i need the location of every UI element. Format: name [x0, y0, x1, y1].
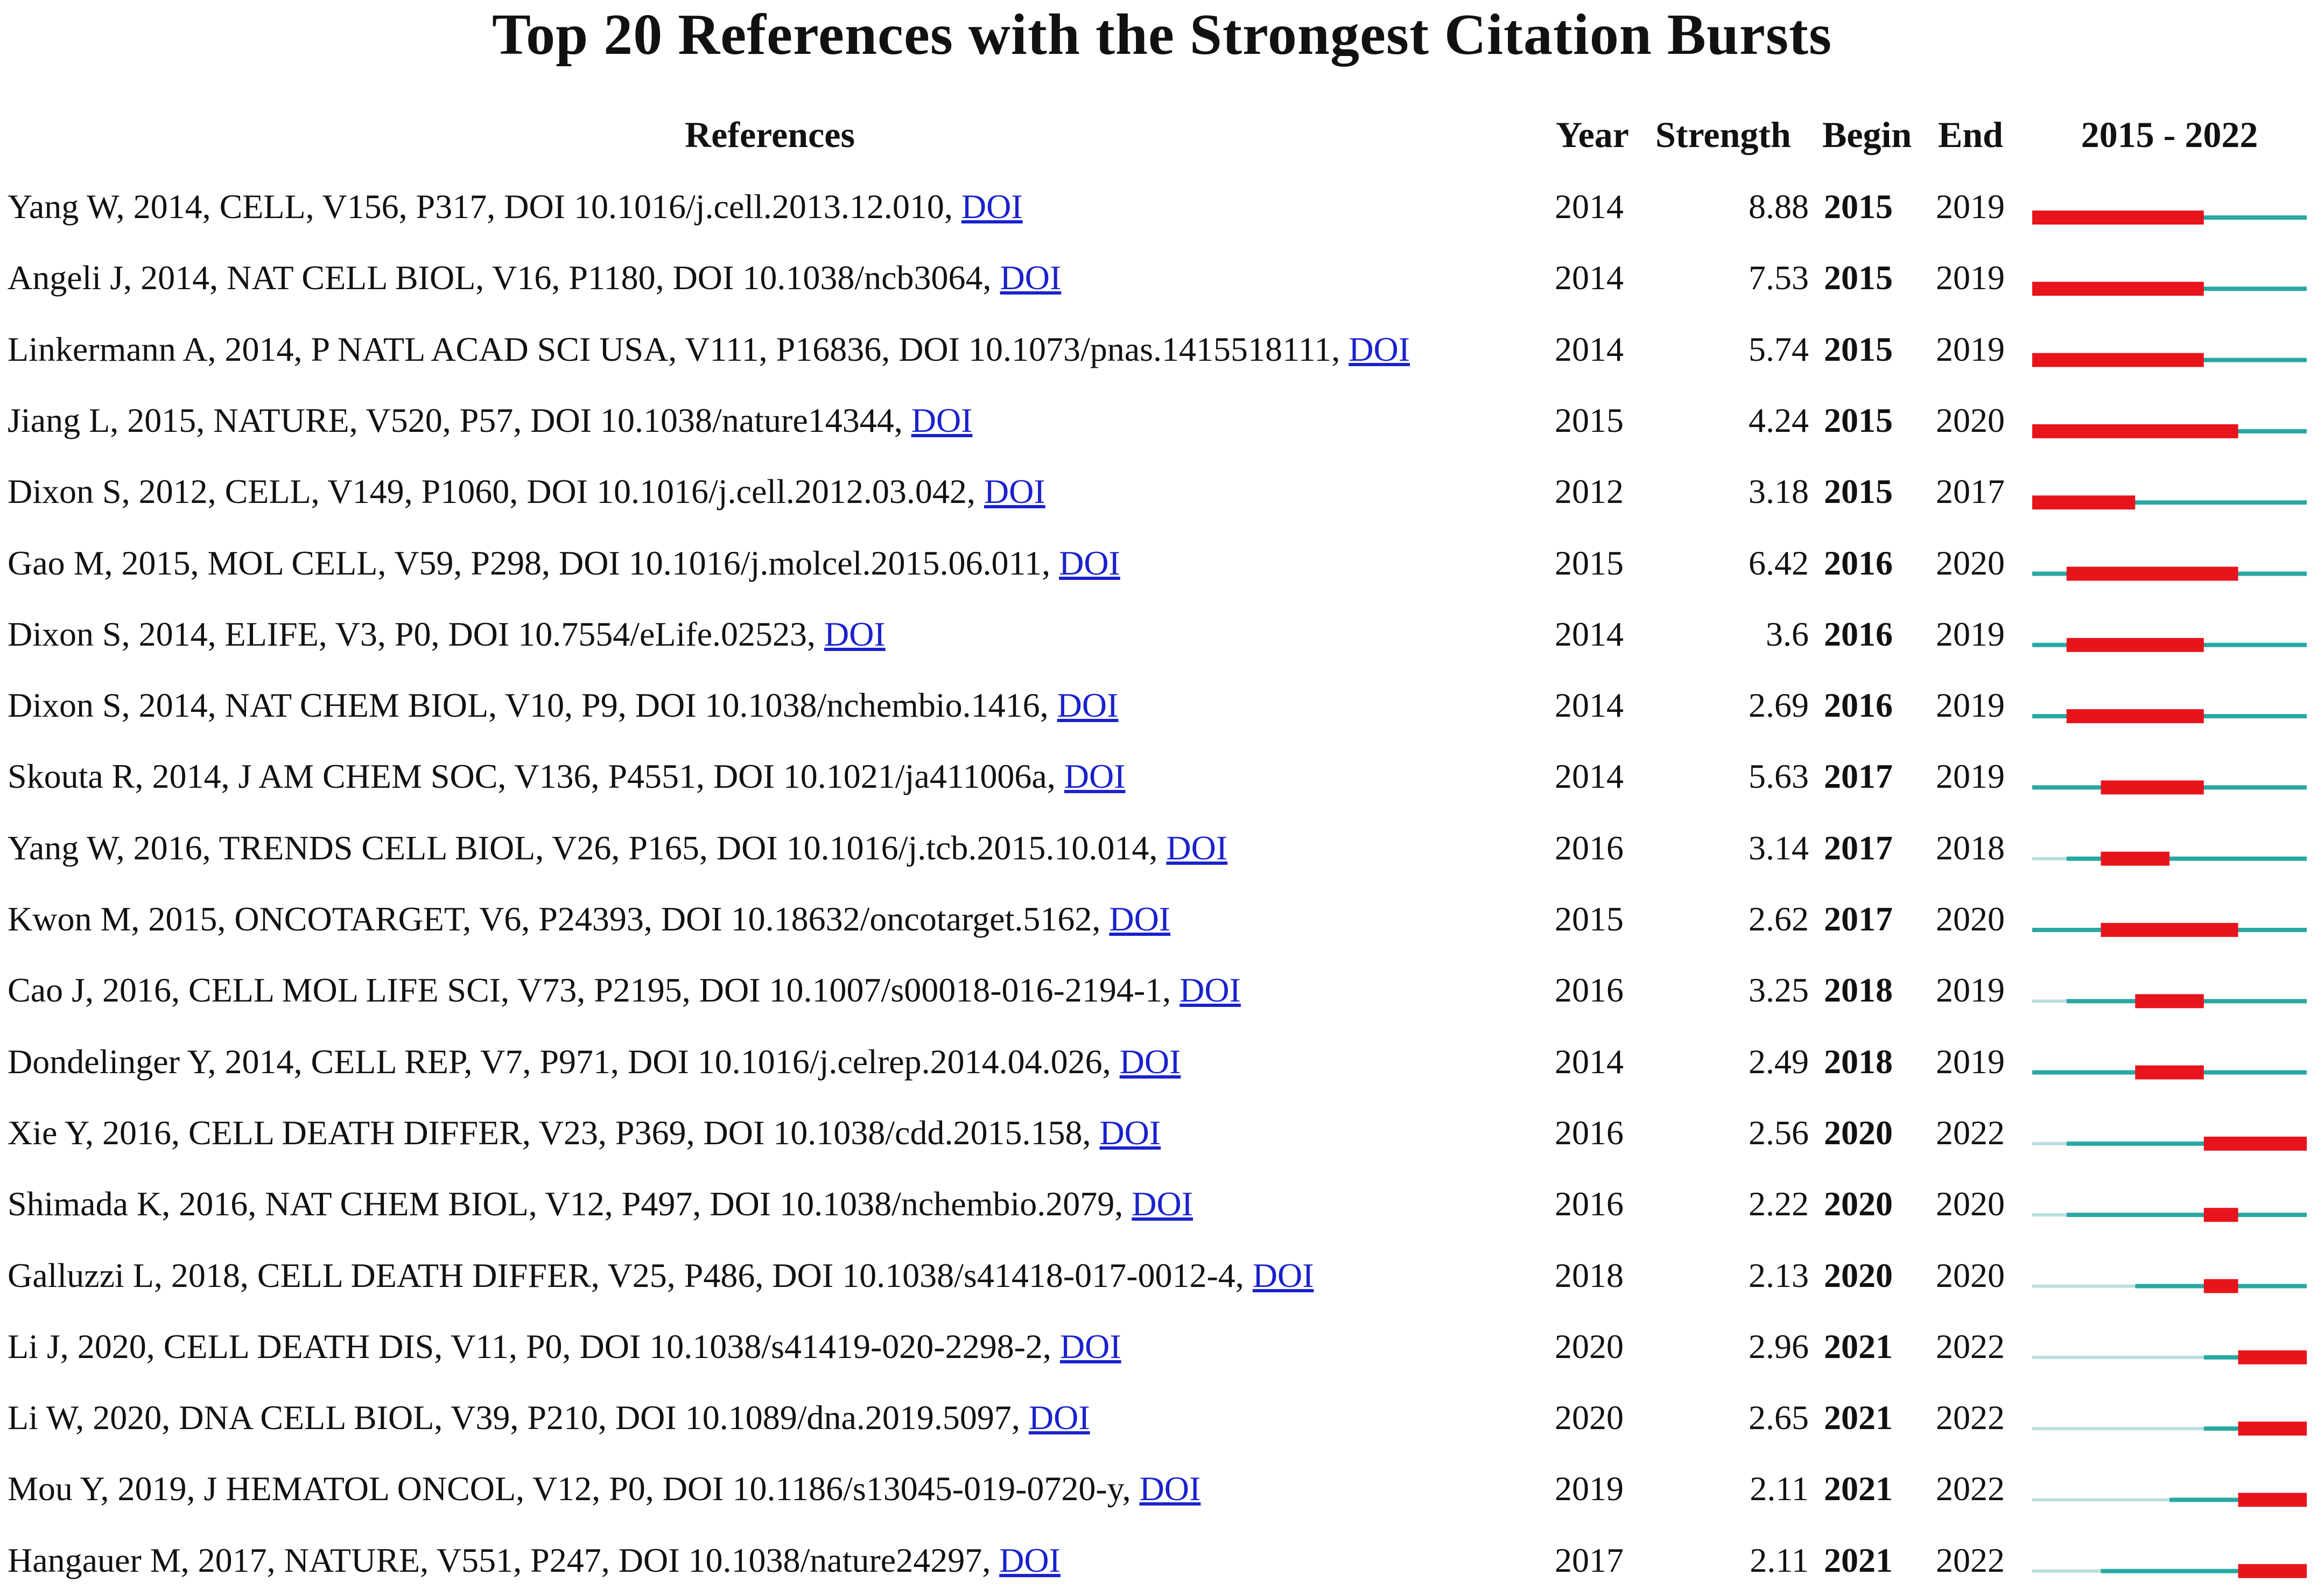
reference-citation: Li W, 2020, DNA CELL BIOL, V39, P210, DOI 10.1089/dna.2019.5097,	[8, 1398, 1029, 1437]
end-value: 2020	[1936, 900, 2005, 938]
strength-value: 3.6	[1766, 614, 1809, 653]
year-value: 2014	[1555, 258, 1624, 297]
timeline-pre-publication	[2032, 1285, 2135, 1288]
burst-bar	[2204, 1208, 2238, 1222]
reference-citation: Mou Y, 2019, J HEMATOL ONCOL, V12, P0, DOI 10.1186/s13045-019-0720-y,	[8, 1469, 1140, 1508]
begin-value: 2015	[1824, 472, 1893, 511]
begin-value: 2015	[1824, 258, 1893, 297]
end-value: 2019	[1936, 330, 2005, 368]
strength-value: 7.53	[1749, 258, 1809, 297]
end-value: 2022	[1936, 1469, 2005, 1508]
doi-link[interactable]: DOI	[961, 187, 1023, 226]
year-value: 2014	[1555, 686, 1624, 725]
begin-value: 2017	[1824, 757, 1893, 796]
end-value: 2022	[1936, 1327, 2005, 1366]
burst-bar	[2032, 353, 2204, 367]
reference-citation: Angeli J, 2014, NAT CELL BIOL, V16, P1180, DOI 10.1038/ncb3064,	[8, 258, 1000, 297]
burst-bar	[2101, 852, 2170, 866]
year-value: 2016	[1555, 971, 1624, 1010]
chart-title: Top 20 References with the Strongest Citation Bursts	[492, 3, 1832, 67]
doi-link[interactable]: DOI	[1109, 900, 1171, 938]
burst-bar	[2032, 495, 2135, 509]
end-value: 2019	[1936, 1042, 2005, 1081]
reference-citation: Dixon S, 2014, NAT CHEM BIOL, V10, P9, DOI 10.1038/nchembio.1416,	[8, 686, 1057, 725]
burst-bar	[2032, 424, 2238, 438]
begin-value: 2016	[1824, 543, 1893, 582]
begin-value: 2017	[1824, 900, 1893, 938]
year-value: 2014	[1555, 757, 1624, 796]
end-value: 2017	[1936, 472, 2005, 511]
begin-value: 2016	[1824, 614, 1893, 653]
begin-value: 2016	[1824, 686, 1893, 725]
doi-link[interactable]: DOI	[1252, 1256, 1314, 1294]
doi-link[interactable]: DOI	[1059, 543, 1120, 582]
begin-value: 2018	[1824, 1042, 1893, 1081]
burst-bar	[2204, 1279, 2238, 1293]
doi-link[interactable]: DOI	[1057, 686, 1119, 725]
burst-bar	[2067, 638, 2204, 652]
year-value: 2014	[1555, 187, 1624, 226]
strength-value: 2.49	[1749, 1042, 1809, 1081]
doi-link[interactable]: DOI	[1132, 1185, 1193, 1223]
begin-value: 2020	[1824, 1256, 1893, 1294]
year-value: 2014	[1555, 330, 1624, 368]
end-value: 2019	[1936, 686, 2005, 725]
strength-value: 2.62	[1749, 900, 1809, 938]
strength-value: 2.69	[1749, 686, 1809, 725]
reference-citation: Jiang L, 2015, NATURE, V520, P57, DOI 10.1038/nature14344,	[8, 401, 911, 439]
end-value: 2019	[1936, 971, 2005, 1010]
begin-value: 2021	[1824, 1327, 1893, 1366]
doi-link[interactable]: DOI	[1119, 1042, 1181, 1081]
begin-value: 2018	[1824, 971, 1893, 1010]
end-value: 2022	[1936, 1541, 2005, 1579]
year-value: 2014	[1555, 614, 1624, 653]
reference-citation: Linkermann A, 2014, P NATL ACAD SCI USA, V111, P16836, DOI 10.1073/pnas.1415518111,	[8, 330, 1349, 368]
reference-citation: Shimada K, 2016, NAT CHEM BIOL, V12, P497, DOI 10.1038/nchembio.2079,	[8, 1185, 1132, 1223]
strength-value: 5.74	[1749, 330, 1809, 368]
doi-link[interactable]: DOI	[1059, 1327, 1121, 1366]
doi-link[interactable]: DOI	[1000, 258, 1062, 297]
doi-link[interactable]: DOI	[1179, 971, 1241, 1010]
begin-value: 2021	[1824, 1541, 1893, 1579]
year-value: 2012	[1555, 472, 1624, 511]
timeline-pre-publication	[2032, 1427, 2204, 1430]
reference-citation: Dixon S, 2012, CELL, V149, P1060, DOI 10.1016/j.cell.2012.03.042,	[8, 472, 984, 511]
begin-value: 2021	[1824, 1469, 1893, 1508]
strength-value: 3.14	[1749, 828, 1809, 867]
strength-value: 4.24	[1749, 401, 1809, 439]
end-value: 2019	[1936, 187, 2005, 226]
reference-citation: Yang W, 2016, TRENDS CELL BIOL, V26, P165, DOI 10.1016/j.tcb.2015.10.014,	[8, 828, 1167, 867]
doi-link[interactable]: DOI	[824, 614, 886, 653]
strength-value: 6.42	[1749, 543, 1809, 582]
strength-value: 2.11	[1750, 1541, 1809, 1579]
reference-citation: Galluzzi L, 2018, CELL DEATH DIFFER, V25, P486, DOI 10.1038/s41418-017-0012-4,	[8, 1256, 1253, 1294]
burst-bar	[2135, 994, 2204, 1008]
year-value: 2016	[1555, 828, 1624, 867]
reference-citation: Gao M, 2015, MOL CELL, V59, P298, DOI 10.1016/j.molcel.2015.06.011,	[8, 543, 1059, 582]
burst-bar	[2101, 780, 2204, 794]
burst-bar	[2101, 923, 2238, 937]
year-value: 2015	[1555, 900, 1624, 938]
year-value: 2016	[1555, 1113, 1624, 1152]
reference-citation: Dondelinger Y, 2014, CELL REP, V7, P971, DOI 10.1016/j.celrep.2014.04.026,	[8, 1042, 1120, 1081]
timeline-pre-publication	[2032, 1213, 2067, 1216]
begin-value: 2020	[1824, 1185, 1893, 1223]
doi-link[interactable]: DOI	[999, 1541, 1061, 1579]
doi-link[interactable]: DOI	[1166, 828, 1228, 867]
burst-bar	[2135, 1066, 2204, 1080]
header-year: Year	[1556, 114, 1629, 155]
burst-bar	[2238, 1564, 2307, 1578]
header-year-range: 2015 - 2022	[2081, 114, 2258, 155]
header-begin: Begin	[1822, 114, 1912, 155]
strength-value: 2.65	[1749, 1398, 1809, 1437]
end-value: 2019	[1936, 258, 2005, 297]
doi-link[interactable]: DOI	[911, 401, 973, 439]
header-references: References	[685, 114, 855, 155]
burst-bar	[2238, 1422, 2307, 1436]
begin-value: 2021	[1824, 1398, 1893, 1437]
burst-bar	[2238, 1350, 2307, 1364]
year-value: 2015	[1555, 401, 1624, 439]
end-value: 2020	[1936, 1185, 2005, 1223]
end-value: 2018	[1936, 828, 2005, 867]
year-value: 2016	[1555, 1185, 1624, 1223]
strength-value: 3.18	[1749, 472, 1809, 511]
reference-citation: Li J, 2020, CELL DEATH DIS, V11, P0, DOI 10.1038/s41419-020-2298-2,	[8, 1327, 1060, 1366]
doi-link[interactable]: DOI	[1064, 757, 1126, 796]
year-value: 2018	[1555, 1256, 1624, 1294]
doi-link[interactable]: DOI	[1349, 330, 1410, 368]
reference-citation: Xie Y, 2016, CELL DEATH DIFFER, V23, P369, DOI 10.1038/cdd.2015.158,	[8, 1113, 1100, 1152]
burst-bar	[2032, 211, 2204, 225]
end-value: 2020	[1936, 543, 2005, 582]
year-value: 2019	[1555, 1469, 1624, 1508]
reference-citation: Kwon M, 2015, ONCOTARGET, V6, P24393, DOI 10.18632/oncotarget.5162,	[8, 900, 1110, 938]
year-value: 2017	[1555, 1541, 1624, 1579]
doi-link[interactable]: DOI	[984, 472, 1045, 511]
burst-bar	[2067, 709, 2204, 723]
timeline-pre-publication	[2032, 1570, 2101, 1573]
begin-value: 2015	[1824, 187, 1893, 226]
strength-value: 2.56	[1749, 1113, 1809, 1152]
burst-bar	[2238, 1493, 2307, 1507]
end-value: 2022	[1936, 1113, 2005, 1152]
begin-value: 2015	[1824, 401, 1893, 439]
timeline-pre-publication	[2032, 999, 2067, 1003]
strength-value: 8.88	[1749, 187, 1809, 226]
year-value: 2020	[1555, 1398, 1624, 1437]
timeline-active	[2067, 1213, 2307, 1217]
timeline-pre-publication	[2032, 1498, 2169, 1501]
burst-bar	[2204, 1137, 2307, 1151]
timeline-pre-publication	[2032, 857, 2067, 860]
end-value: 2019	[1936, 614, 2005, 653]
strength-value: 2.13	[1749, 1256, 1809, 1294]
strength-value: 2.11	[1750, 1469, 1809, 1508]
strength-value: 5.63	[1749, 757, 1809, 796]
reference-citation: Yang W, 2014, CELL, V156, P317, DOI 10.1016/j.cell.2013.12.010,	[8, 187, 961, 226]
year-value: 2020	[1555, 1327, 1624, 1366]
doi-link[interactable]: DOI	[1099, 1113, 1161, 1152]
burst-bar	[2067, 567, 2238, 581]
header-end: End	[1938, 114, 2003, 155]
begin-value: 2020	[1824, 1113, 1893, 1152]
year-value: 2015	[1555, 543, 1624, 582]
end-value: 2020	[1936, 401, 2005, 439]
begin-value: 2017	[1824, 828, 1893, 867]
doi-link[interactable]: DOI	[1028, 1398, 1090, 1437]
timeline-pre-publication	[2032, 1356, 2204, 1359]
end-value: 2019	[1936, 757, 2005, 796]
strength-value: 3.25	[1749, 971, 1809, 1010]
timeline-pre-publication	[2032, 1142, 2067, 1145]
strength-value: 2.22	[1749, 1185, 1809, 1223]
reference-citation: Skouta R, 2014, J AM CHEM SOC, V136, P4551, DOI 10.1021/ja411006a,	[8, 757, 1064, 796]
header-strength: Strength	[1655, 114, 1791, 155]
begin-value: 2015	[1824, 330, 1893, 368]
burst-bar	[2032, 282, 2204, 296]
end-value: 2022	[1936, 1398, 2005, 1437]
reference-citation: Cao J, 2016, CELL MOL LIFE SCI, V73, P2195, DOI 10.1007/s00018-016-2194-1,	[8, 971, 1180, 1010]
strength-value: 2.96	[1749, 1327, 1809, 1366]
end-value: 2020	[1936, 1256, 2005, 1294]
doi-link[interactable]: DOI	[1139, 1469, 1201, 1508]
year-value: 2014	[1555, 1042, 1624, 1081]
reference-citation: Dixon S, 2014, ELIFE, V3, P0, DOI 10.7554/eLife.02523,	[8, 614, 824, 653]
reference-citation: Hangauer M, 2017, NATURE, V551, P247, DOI 10.1038/nature24297,	[8, 1541, 1000, 1579]
